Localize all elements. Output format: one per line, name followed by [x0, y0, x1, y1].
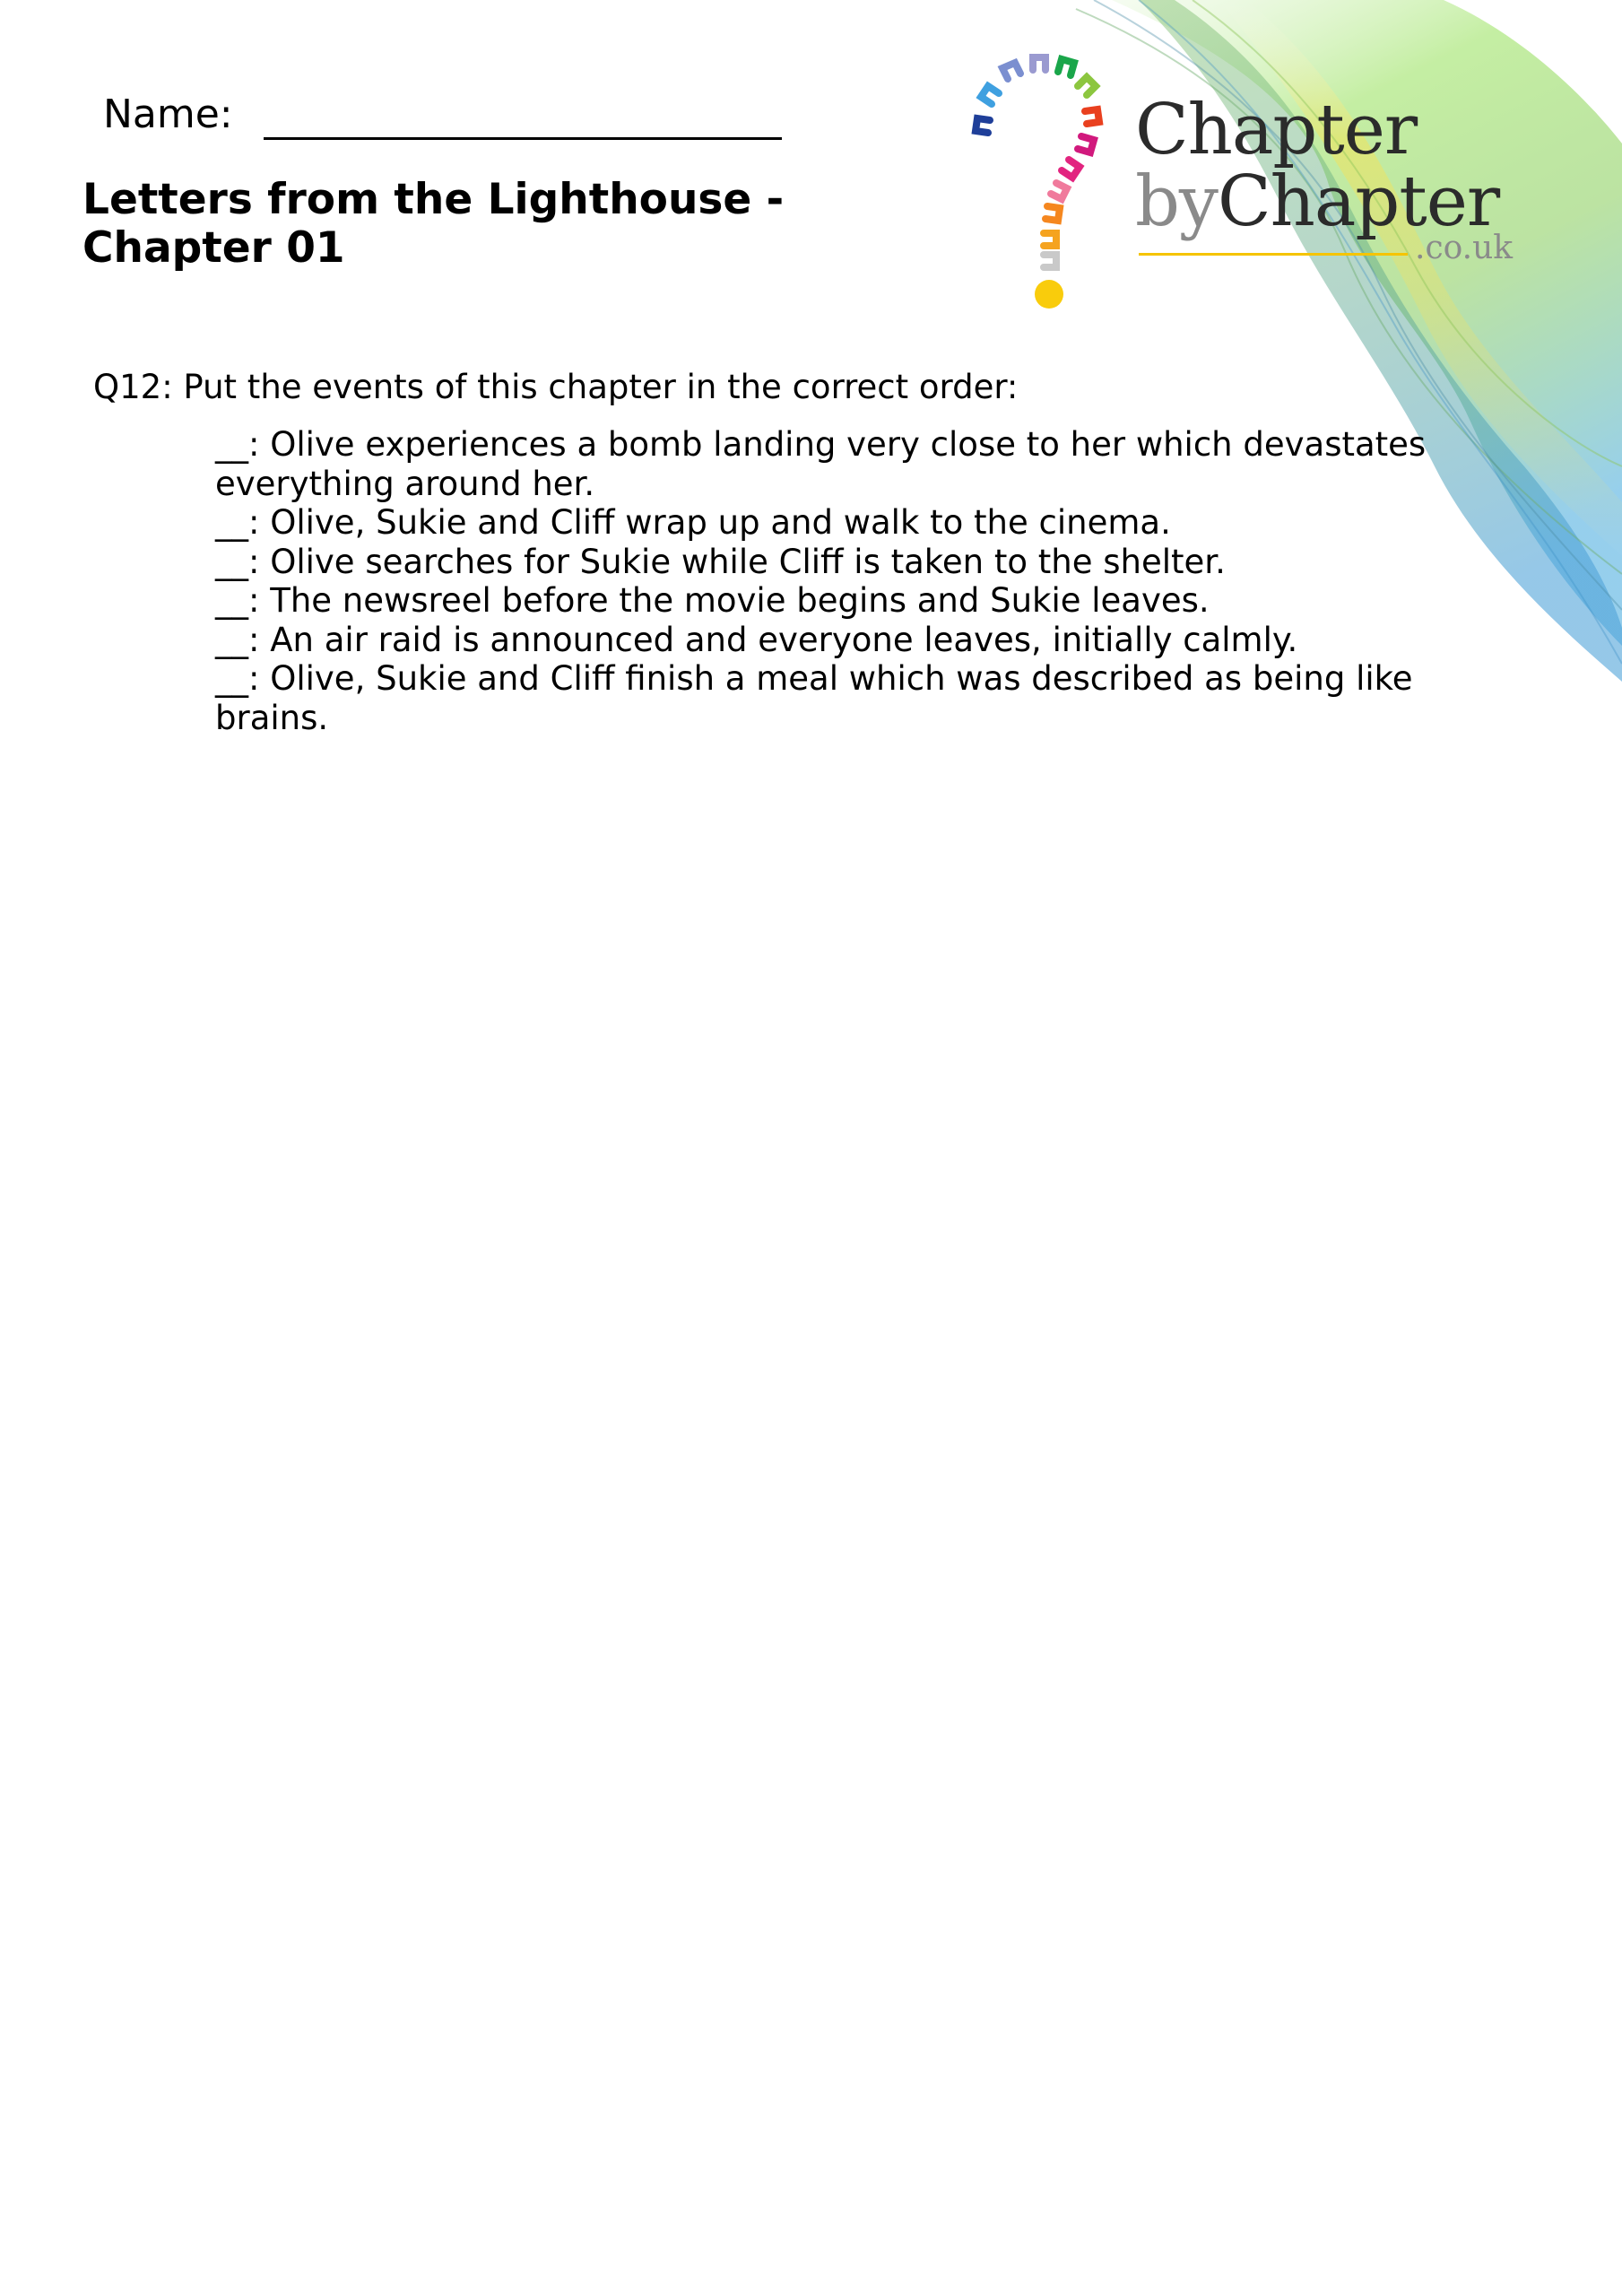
name-field-row	[103, 90, 782, 140]
event-item: __: Olive, Sukie and Cliff finish a meal which was described as being like brains.	[215, 659, 1413, 737]
chapter-by-chapter-logo	[968, 50, 1542, 319]
title-line-1: Letters from the Lighthouse -	[82, 175, 785, 224]
event-item: __: Olive searches for Sukie while Cliff is taken to the shelter.	[215, 542, 1226, 581]
logo-domain: .co.uk	[1415, 230, 1514, 266]
question-mark-books-icon	[968, 50, 1121, 310]
event-item: __: Olive experiences a bomb landing very close to her which devastates everything around her.	[215, 425, 1427, 503]
title-line-2: Chapter 01	[82, 223, 345, 273]
worksheet-title	[82, 176, 818, 273]
event-list	[215, 425, 1533, 737]
logo-word-by: by	[1135, 161, 1218, 242]
logo-underline	[1139, 253, 1408, 256]
name-blank-line[interactable]	[264, 94, 782, 140]
event-item: __: Olive, Sukie and Cliff wrap up and walk to the cinema.	[215, 503, 1171, 542]
name-label: Name:	[103, 91, 233, 137]
event-item: __: The newsreel before the movie begins and Sukie leaves.	[215, 581, 1210, 620]
logo-word-chapter: Chapter	[1135, 90, 1418, 170]
event-item: __: An air raid is announced and everyone leaves, initially calmly.	[215, 620, 1298, 659]
question-prompt: Q12: Put the events of this chapter in the correct order:	[93, 368, 1019, 406]
logo-word-chapter-2: Chapter	[1218, 161, 1500, 242]
